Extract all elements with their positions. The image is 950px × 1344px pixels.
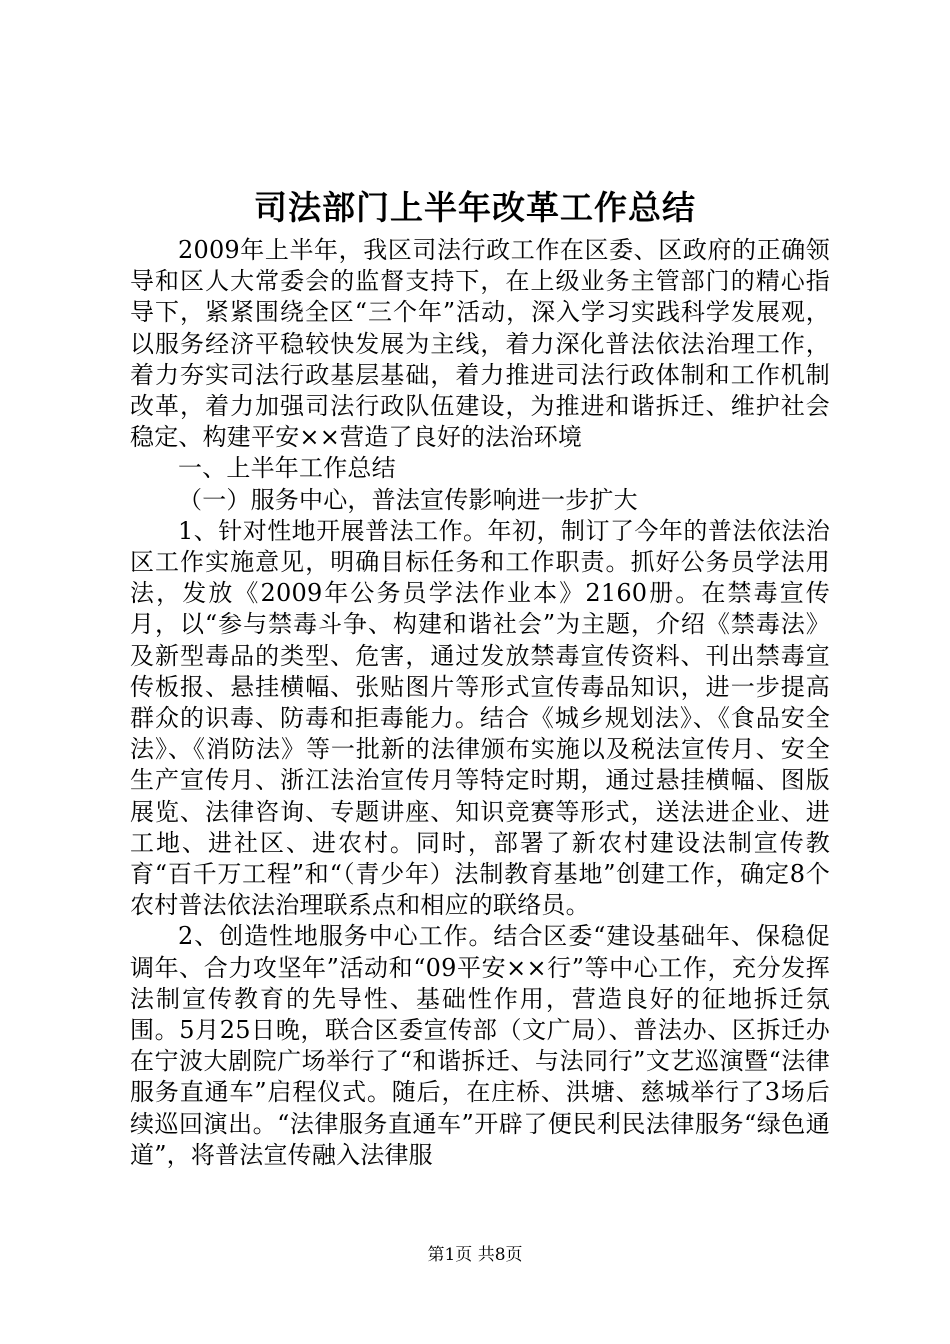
document-title: 司法部门上半年改革工作总结 — [254, 188, 696, 227]
subsection-heading: （一）服务中心，普法宣传影响进一步扩大 — [178, 485, 638, 514]
intro-paragraph: 2009年上半年，我区司法行政工作在区委、区政府的正确领导和区人大常委会的监督支持下，在上级业务主管部门的精心指导下，紧紧围绕全区“三个年”活动，深入学习实践科学发展观，以服务经济平稳较快发展为主线，着力深化普法依法治理工作，着力夯实司法行政基层基础，着力推进司法行政体制和工作机制改革，着力加强司法行政队伍建设，为推进和谐拆迁、维护社会稳定、构建平安××营造了良好的法治环境 — [130, 236, 830, 452]
section-heading: 一、上半年工作总结 — [178, 454, 396, 483]
body-paragraph: 2、创造性地服务中心工作。结合区委“建设基础年、保稳促调年、合力攻坚年”活动和“09平安××行”等中心工作，充分发挥法制宣传教育的先导性、基础性作用，营造良好的征地拆迁氛围。5月25日晚，联合区委宣传部（文广局）、普法办、区拆迁办在宁波大剧院广场举行了“和谐拆迁、与法同行”文艺巡演暨“法律服务直通车”启程仪式。随后，在庄桥、洪塘、慈城举行了3场后续巡回演出。“法律服务直通车”开辟了便民利民法律服务“绿色通道”，将普法宣传融入法律服 — [130, 922, 830, 1169]
document-body — [130, 235, 830, 1171]
body-paragraph: 1、针对性地开展普法工作。年初，制订了今年的普法依法治区工作实施意见，明确目标任务和工作职责。抓好公务员学法用法，发放《2009年公务员学法作业本》2160册。在禁毒宣传月，以“参与禁毒斗争、构建和谐社会”为主题，介绍《禁毒法》及新型毒品的类型、危害，通过发放禁毒宣传资料、刊出禁毒宣传板报、悬挂横幅、张贴图片等形式宣传毒品知识，进一步提高群众的识毒、防毒和拒毒能力。结合《城乡规划法》、《食品安全法》、《消防法》等一批新的法律颁布实施以及税法宣传月、安全生产宣传月、浙江法治宣传月等特定时期，通过悬挂横幅、图版展览、法律咨询、专题讲座、知识竞赛等形式，送法进企业、进工地、进社区、进农村。同时，部署了新农村建设法制宣传教育“百千万工程”和“（青少年）法制教育基地”创建工作，确定8个农村普法依法治理联系点和相应的联络员。 — [130, 516, 830, 920]
page-number-footer: 第1页 共8页 — [427, 1245, 523, 1265]
